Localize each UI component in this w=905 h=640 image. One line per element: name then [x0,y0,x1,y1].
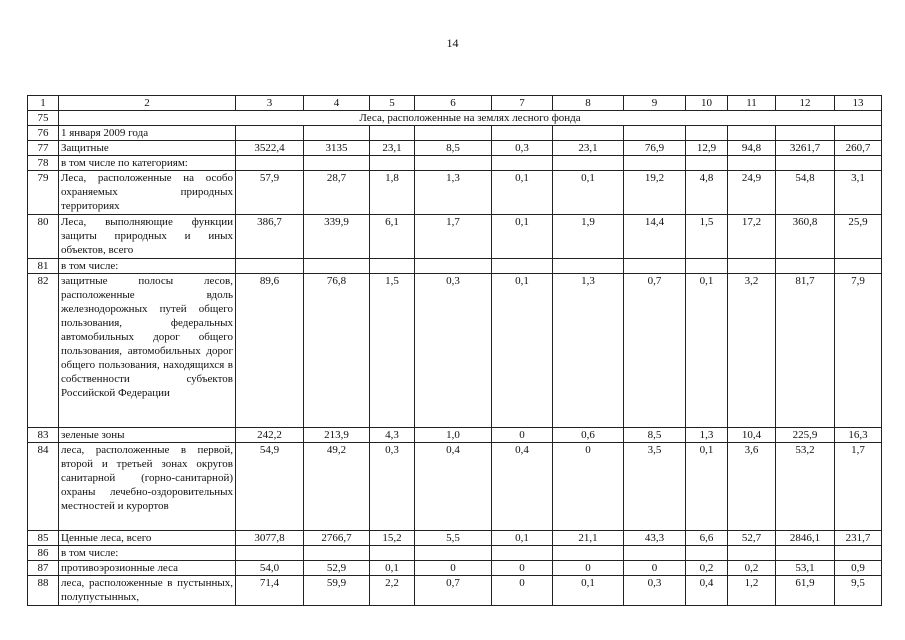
value-cell: 4,8 [686,171,728,215]
value-cell [553,259,624,274]
value-cell: 360,8 [776,215,835,259]
table-row [28,259,882,274]
value-cell: 0 [492,576,553,606]
value-cell: 14,4 [624,215,686,259]
value-cell: 53,1 [776,561,835,576]
value-cell: 12,9 [686,141,728,156]
value-cell: 3077,8 [236,531,304,546]
value-cell [304,126,370,141]
table-row [28,561,882,576]
row-number: 82 [28,274,59,428]
value-cell [686,259,728,274]
header-cell: 13 [835,96,882,111]
value-cell [236,126,304,141]
value-cell [415,259,492,274]
row-number: 80 [28,215,59,259]
value-cell: 0,3 [415,274,492,428]
row-label: леса, расположенные в первой, второй и третьей зонах округов санитарной (горно-санитарной) охраны лечебно-оздоровительных местностей и курортов [59,443,236,531]
row-label: Ценные леса, всего [59,531,236,546]
value-cell: 3,1 [835,171,882,215]
section-row [28,111,882,126]
value-cell [492,546,553,561]
value-cell [304,156,370,171]
value-cell: 0,1 [686,274,728,428]
table-row [28,126,882,141]
value-cell: 0 [624,561,686,576]
value-cell [370,546,415,561]
value-cell [728,546,776,561]
table-row [28,274,882,428]
value-cell: 1,9 [553,215,624,259]
value-cell: 57,9 [236,171,304,215]
value-cell: 0,3 [492,141,553,156]
row-number: 87 [28,561,59,576]
value-cell: 260,7 [835,141,882,156]
value-cell: 61,9 [776,576,835,606]
row-label: противоэрозионные леса [59,561,236,576]
value-cell: 0,1 [553,576,624,606]
value-cell [492,156,553,171]
value-cell: 0,7 [415,576,492,606]
header-cell: 9 [624,96,686,111]
value-cell: 76,8 [304,274,370,428]
table-row [28,141,882,156]
value-cell: 17,2 [728,215,776,259]
value-cell: 0,9 [835,561,882,576]
value-cell [236,259,304,274]
value-cell: 2766,7 [304,531,370,546]
value-cell [686,126,728,141]
table-row [28,546,882,561]
value-cell [415,156,492,171]
row-label: Леса, расположенные на особо охраняемых природных территориях [59,171,236,215]
value-cell: 23,1 [553,141,624,156]
section-title: Леса, расположенные на землях лесного фонда [59,111,882,126]
value-cell: 2846,1 [776,531,835,546]
value-cell: 0,1 [370,561,415,576]
header-cell: 3 [236,96,304,111]
value-cell: 6,6 [686,531,728,546]
row-label: Леса, выполняющие функции защиты природных и иных объектов, всего [59,215,236,259]
header-cell: 6 [415,96,492,111]
value-cell [415,126,492,141]
row-label: Защитные [59,141,236,156]
value-cell: 0,3 [624,576,686,606]
value-cell [304,546,370,561]
value-cell: 53,2 [776,443,835,531]
header-cell: 2 [59,96,236,111]
value-cell: 0,3 [370,443,415,531]
row-label: в том числе: [59,259,236,274]
value-cell: 15,2 [370,531,415,546]
value-cell [835,156,882,171]
table-row [28,576,882,606]
value-cell: 0,2 [686,561,728,576]
value-cell [415,546,492,561]
value-cell: 54,0 [236,561,304,576]
value-cell: 81,7 [776,274,835,428]
value-cell: 71,4 [236,576,304,606]
value-cell [624,259,686,274]
value-cell: 3,6 [728,443,776,531]
value-cell [370,126,415,141]
header-cell: 11 [728,96,776,111]
value-cell: 1,3 [686,428,728,443]
value-cell: 0 [553,443,624,531]
value-cell: 43,3 [624,531,686,546]
value-cell: 0,6 [553,428,624,443]
value-cell: 8,5 [415,141,492,156]
row-number: 79 [28,171,59,215]
value-cell [624,156,686,171]
row-label: 1 января 2009 года [59,126,236,141]
value-cell: 52,9 [304,561,370,576]
row-number: 77 [28,141,59,156]
header-cell: 5 [370,96,415,111]
value-cell: 54,8 [776,171,835,215]
value-cell [686,546,728,561]
value-cell: 6,1 [370,215,415,259]
row-number: 85 [28,531,59,546]
row-number: 75 [28,111,59,126]
value-cell: 242,2 [236,428,304,443]
value-cell: 386,7 [236,215,304,259]
value-cell [236,546,304,561]
header-cell: 8 [553,96,624,111]
row-number: 83 [28,428,59,443]
value-cell: 52,7 [728,531,776,546]
value-cell: 10,4 [728,428,776,443]
value-cell [728,156,776,171]
table-row [28,171,882,215]
row-label: зеленые зоны [59,428,236,443]
value-cell: 3522,4 [236,141,304,156]
value-cell [686,156,728,171]
value-cell: 5,5 [415,531,492,546]
value-cell: 1,5 [686,215,728,259]
value-cell [304,259,370,274]
row-label: защитные полосы лесов, расположенные вдоль железнодорожных путей общего пользования, федеральных автомобильных дорог общего пользования, автомобильных дорог общего пользования, находящихся в собственности субъектов Российской Федерации [59,274,236,428]
value-cell: 0 [492,561,553,576]
table-row [28,215,882,259]
value-cell: 0,1 [492,215,553,259]
header-cell: 12 [776,96,835,111]
value-cell [835,259,882,274]
value-cell: 8,5 [624,428,686,443]
value-cell: 7,9 [835,274,882,428]
value-cell: 1,5 [370,274,415,428]
value-cell: 0,1 [492,274,553,428]
value-cell: 28,7 [304,171,370,215]
value-cell: 1,0 [415,428,492,443]
value-cell: 89,6 [236,274,304,428]
value-cell: 19,2 [624,171,686,215]
value-cell: 4,3 [370,428,415,443]
value-cell [553,546,624,561]
value-cell: 0,1 [553,171,624,215]
value-cell: 21,1 [553,531,624,546]
value-cell [492,259,553,274]
value-cell: 1,3 [415,171,492,215]
row-label: леса, расположенные в пустынных, полупустынных, [59,576,236,606]
value-cell: 0,1 [686,443,728,531]
value-cell: 1,2 [728,576,776,606]
value-cell [835,546,882,561]
table-row [28,428,882,443]
value-cell: 23,1 [370,141,415,156]
value-cell [370,156,415,171]
value-cell: 59,9 [304,576,370,606]
header-cell: 7 [492,96,553,111]
header-cell: 1 [28,96,59,111]
value-cell: 0 [553,561,624,576]
value-cell [553,156,624,171]
value-cell: 231,7 [835,531,882,546]
forest-data-table [27,95,882,606]
row-number: 86 [28,546,59,561]
value-cell: 3261,7 [776,141,835,156]
value-cell: 0,4 [492,443,553,531]
value-cell: 0,4 [415,443,492,531]
value-cell [370,259,415,274]
value-cell [835,126,882,141]
value-cell [776,126,835,141]
value-cell: 54,9 [236,443,304,531]
value-cell [492,126,553,141]
value-cell [728,259,776,274]
row-number: 84 [28,443,59,531]
header-cell: 4 [304,96,370,111]
value-cell: 0,1 [492,531,553,546]
value-cell: 213,9 [304,428,370,443]
value-cell: 0 [415,561,492,576]
row-label: в том числе по категориям: [59,156,236,171]
table-row [28,531,882,546]
value-cell: 16,3 [835,428,882,443]
value-cell: 94,8 [728,141,776,156]
value-cell [776,156,835,171]
value-cell [624,126,686,141]
value-cell: 2,2 [370,576,415,606]
value-cell: 9,5 [835,576,882,606]
header-cell: 10 [686,96,728,111]
value-cell [553,126,624,141]
table-row [28,156,882,171]
value-cell: 1,3 [553,274,624,428]
value-cell: 3135 [304,141,370,156]
row-number: 76 [28,126,59,141]
value-cell: 0 [492,428,553,443]
value-cell: 1,8 [370,171,415,215]
value-cell [624,546,686,561]
value-cell: 339,9 [304,215,370,259]
value-cell: 25,9 [835,215,882,259]
value-cell: 24,9 [728,171,776,215]
value-cell: 76,9 [624,141,686,156]
value-cell: 0,4 [686,576,728,606]
row-number: 81 [28,259,59,274]
value-cell: 3,5 [624,443,686,531]
value-cell: 0,1 [492,171,553,215]
value-cell: 1,7 [835,443,882,531]
value-cell [236,156,304,171]
value-cell: 1,7 [415,215,492,259]
value-cell: 0,7 [624,274,686,428]
row-number: 78 [28,156,59,171]
value-cell: 0,2 [728,561,776,576]
value-cell: 225,9 [776,428,835,443]
row-number: 88 [28,576,59,606]
page-number: 14 [446,36,459,50]
row-label: в том числе: [59,546,236,561]
value-cell [728,126,776,141]
value-cell: 49,2 [304,443,370,531]
table-row [28,443,882,531]
header-row [28,96,882,111]
value-cell [776,259,835,274]
value-cell: 3,2 [728,274,776,428]
value-cell [776,546,835,561]
